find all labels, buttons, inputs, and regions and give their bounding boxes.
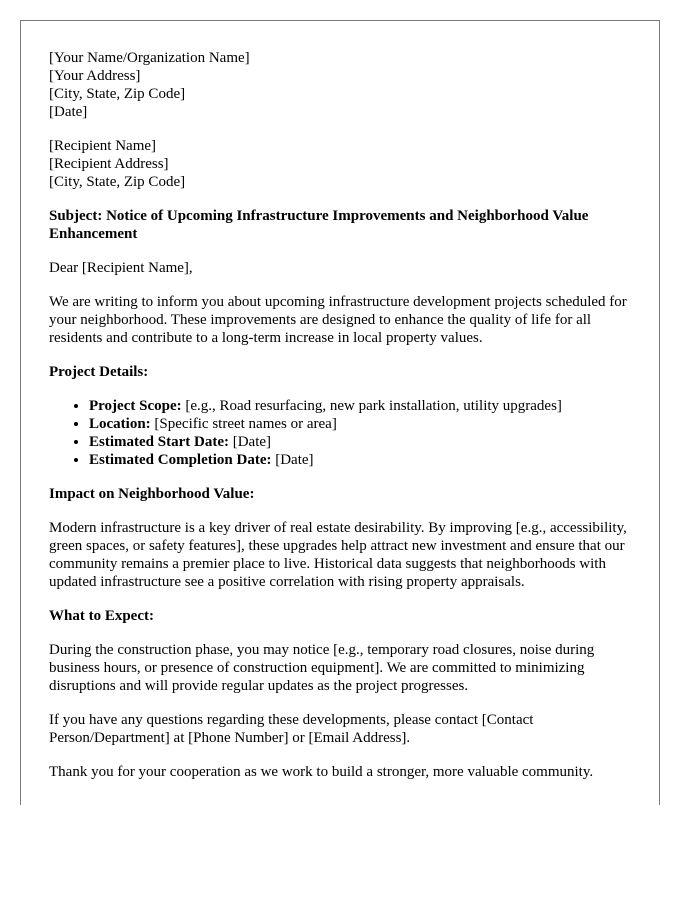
expect-paragraph: During the construction phase, you may notice [e.g., temporary road closures, noise during business hours, or presence of construction equipment]. We are committed to minimizing disruptions and will provide regular updates as the project progresses. (49, 642, 595, 694)
item-value: [e.g., Road resurfacing, new park installation, utility upgrades] (181, 398, 562, 414)
item-label: Project Scope: (89, 398, 182, 414)
questions-paragraph: If you have any questions regarding these developments, please contact [Contact Person/Department] at [Phone Number] or [Email Address]. (49, 712, 534, 746)
recipient-block (49, 137, 631, 191)
sender-block (49, 49, 631, 121)
item-value: [Date] (228, 434, 272, 450)
project-details-heading: Project Details: (49, 364, 149, 380)
item-label: Estimated Start Date: (89, 434, 229, 450)
list-item (89, 397, 631, 415)
list-item (89, 415, 631, 433)
closing-paragraph: Thank you for your cooperation as we work to build a stronger, more valuable community. (49, 764, 594, 780)
expect-heading: What to Expect: (49, 608, 154, 624)
item-value: [Date] (271, 452, 314, 468)
item-label: Location: (89, 416, 151, 432)
letter-page (20, 20, 660, 805)
sender-city: [City, State, Zip Code] (49, 86, 186, 102)
list-item (89, 451, 631, 469)
recipient-name: [Recipient Name] (49, 138, 157, 154)
recipient-city: [City, State, Zip Code] (49, 174, 186, 190)
intro-paragraph: We are writing to inform you about upcoming infrastructure development projects scheduled for your neighborhood. These improvements are designed to enhance the quality of life for all residents and contribute to a long-term increase in local property values. (49, 294, 627, 346)
salutation: Dear [Recipient Name], (49, 260, 193, 276)
impact-paragraph: Modern infrastructure is a key driver of real estate desirability. By improving [e.g., accessibility, green spaces, or safety features], these upgrades help attract new investment and ensure that our community remains a premier place to live. Historical data suggests that neighborhoods with updated infrastructure see a positive correlation with rising property appraisals. (49, 520, 627, 590)
sender-address: [Your Address] (49, 68, 141, 84)
sender-name: [Your Name/Organization Name] (49, 50, 250, 66)
item-value: [Specific street names or area] (150, 416, 337, 432)
list-item (89, 433, 631, 451)
subject-line: Subject: Notice of Upcoming Infrastructure Improvements and Neighborhood Value Enhancement (49, 208, 589, 242)
impact-heading: Impact on Neighborhood Value: (49, 486, 255, 502)
project-details-list (49, 397, 631, 469)
letter-date: [Date] (49, 104, 88, 120)
item-label: Estimated Completion Date: (89, 452, 272, 468)
recipient-address: [Recipient Address] (49, 156, 169, 172)
